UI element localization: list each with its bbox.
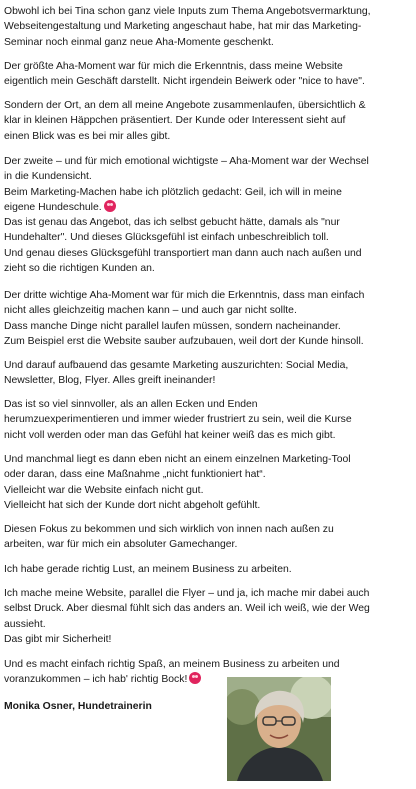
text-line bbox=[4, 200, 412, 215]
paragraph-sensible bbox=[4, 397, 412, 443]
text-line: Und darauf aufbauend das gesamte Marketing auszurichten: Social Media, bbox=[4, 360, 349, 371]
text-line: Diesen Fokus zu bekommen und sich wirklich von innen nach außen zu bbox=[4, 524, 334, 535]
text-line: Zum Beispiel erst die Website sauber aufzubauen, weil dort der Kunde hinsoll. bbox=[4, 335, 364, 347]
text-line: Hundehalter". Und dieses Glücksgefühl ist einfach unbeschreiblich toll. bbox=[4, 232, 329, 244]
text-line: Ich habe gerade richtig Lust, an meinem Business zu arbeiten. bbox=[4, 564, 292, 575]
text-line: eigentlich mein Geschäft darstellt. Nicht irgendein Beiwerk oder "nice to have". bbox=[4, 76, 365, 88]
text-line: nicht alles gleichzeitig machen kann – und auch gar nicht sollte. bbox=[4, 305, 297, 317]
text-line: Das ist genau das Angebot, das ich selbst gebucht hätte, damals als "nur bbox=[4, 217, 340, 229]
text-line: Und genau dieses Glücksgefühl transportiert man dann auch nach außen und bbox=[4, 247, 362, 259]
text-segment: voranzukommen – ich hab' richtig Bock! bbox=[4, 674, 188, 686]
text-line: Das ist so viel sinnvoller, als an allen Ecken und Enden bbox=[4, 399, 258, 410]
text-line: Sondern der Ort, an dem all meine Angebote zusammenlaufen, übersichtlich & bbox=[4, 100, 366, 111]
text-line: Der dritte wichtige Aha-Moment war für mich die Erkenntnis, dass man einfach bbox=[4, 290, 365, 301]
text-line: selbst Druck. Aber diesmal fühlt sich das anders an. Weil ich weiß, wie der Weg bbox=[4, 603, 370, 615]
paragraph-website-flyer bbox=[4, 586, 412, 647]
author-portrait-image bbox=[227, 677, 331, 781]
paragraph-focus bbox=[4, 522, 412, 553]
paragraph-marketing-align bbox=[4, 358, 412, 389]
text-line: Dass manche Dinge nicht parallel laufen müssen, sondern nacheinander. bbox=[4, 320, 341, 332]
text-line: klar in kleinen Häppchen präsentiert. Der Kunde oder Interessent sieht auf bbox=[4, 115, 346, 127]
text-line: Beim Marketing-Machen habe ich plötzlich gedacht: Geil, ich will in meine bbox=[4, 186, 342, 198]
smiling-face-with-heart-eyes-icon bbox=[104, 200, 116, 212]
paragraph-first-aha bbox=[4, 59, 412, 90]
text-line: Das gibt mir Sicherheit! bbox=[4, 633, 112, 645]
text-segment: eigene Hundeschule. bbox=[4, 201, 102, 213]
text-line: Seminar noch einmal ganz neue Aha-Momente geschenkt. bbox=[4, 36, 274, 48]
text-line: Der größte Aha-Moment war für mich die Erkenntnis, dass meine Website bbox=[4, 61, 343, 72]
text-line: einen Blick was es bei mir alles gibt. bbox=[4, 130, 171, 142]
text-line: Und manchmal liegt es dann eben nicht an einem einzelnen Marketing-Tool bbox=[4, 454, 351, 465]
text-line: Newsletter, Blog, Flyer. Alles greift ineinander! bbox=[4, 375, 216, 387]
text-line bbox=[4, 672, 226, 687]
text-line: Webseitengestaltung und Marketing angeschaut habe, hat mir das Marketing- bbox=[4, 21, 362, 33]
paragraph-third-aha bbox=[4, 288, 412, 349]
paragraph-fun bbox=[4, 657, 340, 688]
text-line: arbeiten, war für mich ein absoluter Gamechanger. bbox=[4, 539, 238, 551]
text-line: Vielleicht war die Website einfach nicht gut. bbox=[4, 484, 204, 496]
text-line: Der zweite – und für mich emotional wichtigste – Aha-Moment war der Wechsel bbox=[4, 156, 369, 167]
text-line: Ich mache meine Website, parallel die Flyer – und ja, ich mache mir dabei auch bbox=[4, 588, 370, 599]
text-line: aussieht. bbox=[4, 618, 46, 630]
text-line: Vielleicht hat sich der Kunde dort nicht abgeholt gefühlt. bbox=[4, 499, 261, 511]
paragraph-second-aha bbox=[4, 154, 412, 276]
text-line: Obwohl ich bei Tina schon ganz viele Inputs zum Thema Angebotsvermarktung, bbox=[4, 6, 371, 17]
paragraph-motivation bbox=[4, 562, 412, 577]
paragraph-tools bbox=[4, 452, 412, 513]
paragraph-website-place bbox=[4, 98, 412, 144]
smiling-face-with-heart-eyes-icon bbox=[189, 672, 201, 684]
text-line: nicht voll werden oder man das Gefühl hat keiner weiß das es mich gibt. bbox=[4, 429, 336, 441]
text-line: zieht so die richtigen Kunden an. bbox=[4, 263, 155, 275]
text-line: in die Kundensicht. bbox=[4, 171, 92, 183]
signature: Monika Osner, Hundetrainerin bbox=[4, 701, 152, 712]
text-line: herumzuexperimentieren und immer wieder frustriert zu sein, weil die Kurse bbox=[4, 414, 352, 426]
paragraph-intro bbox=[4, 4, 412, 50]
text-line: Und es macht einfach richtig Spaß, an meinem Business zu arbeiten und bbox=[4, 659, 340, 670]
text-line: oder daran, dass eine Maßnahme „nicht funktioniert hat“. bbox=[4, 469, 266, 481]
author-photo bbox=[227, 677, 331, 781]
